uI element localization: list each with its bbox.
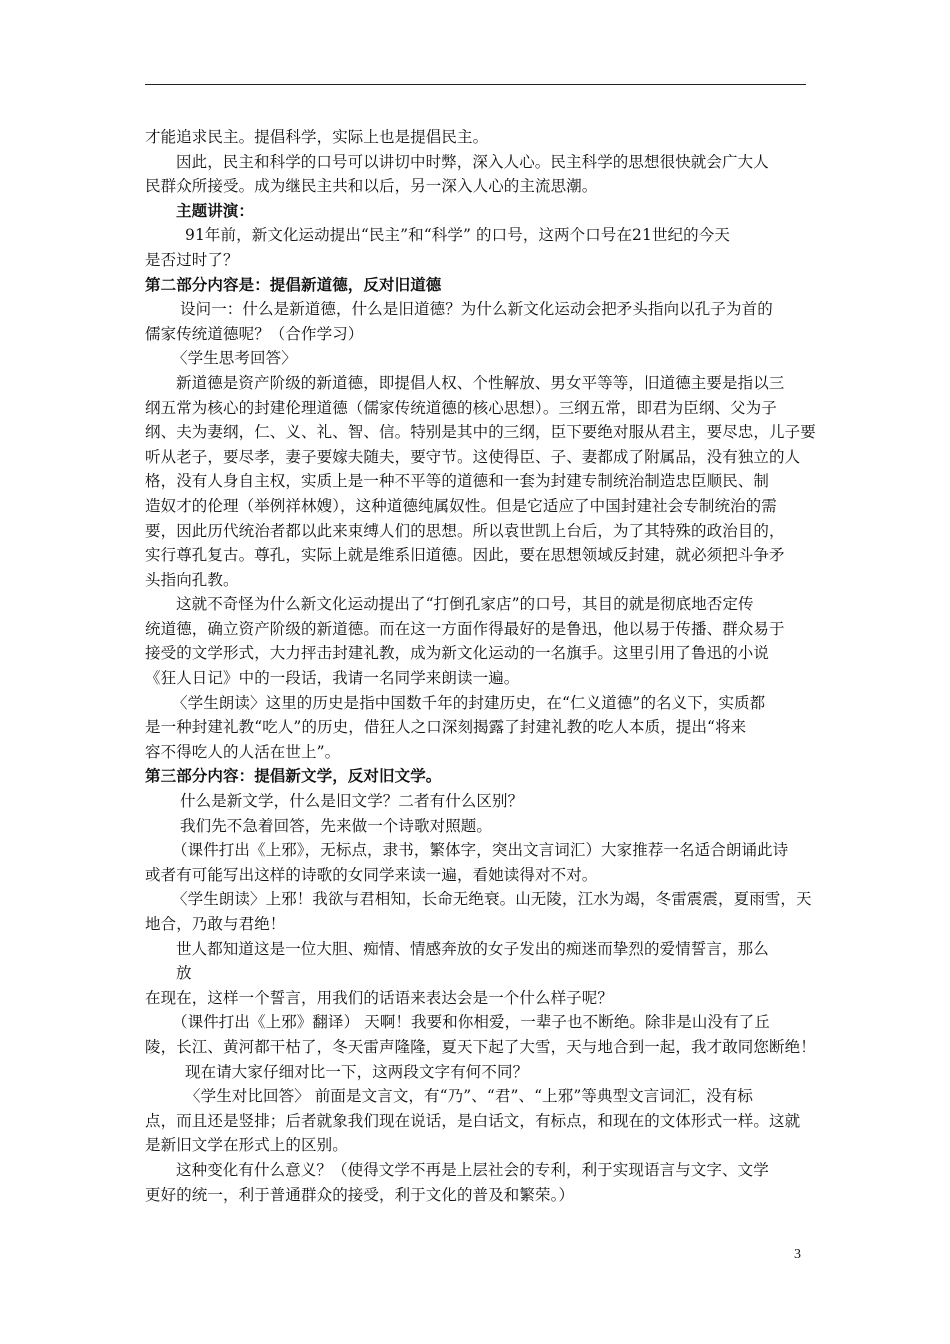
paragraph-line: 才能追求民主。提倡科学，实际上也是提倡民主。: [145, 128, 489, 146]
paragraph-line: 什么是新文学，什么是旧文学？二者有什么区别？: [180, 792, 524, 811]
paragraph-line: 〈学生对比回答〉 前面是文言文，有“乃”、“君”、“上邪”等典型文言词汇，没有标: [185, 1087, 753, 1106]
paragraph-line: 民群众所接受。成为继民主共和以后，另一深入人心的主流思潮。: [145, 177, 598, 196]
paragraph-line: 地合，乃敢与君绝！: [145, 915, 286, 933]
paragraph-line: 要，因此历代统治者都以此来束缚人们的思想。所以袁世凯上台后，为了其特殊的政治目的，: [145, 521, 785, 540]
paragraph-line: 点，而且还是竖排；后者就象我们现在说话，是白话文，有标点，和现在的文体形式一样。这就: [145, 1111, 801, 1130]
paragraph-line: 〈学生朗读〉上邪！我欲与君相知，长命无绝衰。山无陵，江水为竭，冬雷震震，夏雨雪，天: [172, 890, 812, 909]
paragraph-line: 纲五常为核心的封建伦理道德（儒家传统道德的核心思想）。三纲五常，即君为臣纲、父为子: [145, 398, 777, 417]
document-body: [145, 125, 816, 1207]
paragraph-line: 头指向孔教。: [145, 570, 239, 589]
paragraph-line: 纲、夫为妻纲，仁、义、礼、智、信。特别是其中的三纲，臣下要绝对服从君主，要尽忠，儿子要: [145, 423, 816, 442]
paragraph-line: 91年前，新文化运动提出“民主”和“科学” 的口号，这两个口号在21世纪的今天: [185, 226, 730, 245]
paragraph-line: 更好的统一，利于普通群众的接受，利于文化的普及和繁荣。）: [145, 1185, 575, 1204]
paragraph-line: 接受的文学形式，大力抨击封建礼教，成为新文化运动的一名旗手。这里引用了鲁迅的小说: [145, 644, 770, 663]
paragraph-line: 儒家传统道德呢？（合作学习）: [145, 324, 364, 343]
paragraph-line: 〈学生朗读〉这里的历史是指中国数千年的封建历史，在“仁义道德”的名义下，实质都: [172, 693, 766, 712]
paragraph-line: 格，没有人身自主权，实质上是一种不平等的道德和一套为封建专制统治制造忠臣顺民、制: [145, 472, 770, 491]
paragraph-line: 新道德是资产阶级的新道德，即提倡人权、个性解放、男女平等等，旧道德主要是指以三: [176, 373, 785, 392]
paragraph-line: 我们先不急着回答，先来做一个诗歌对照题。: [180, 816, 493, 835]
paragraph-line: 设问一：什么是新道德，什么是旧道德？为什么新文化运动会把矛头指向以孔子为首的: [180, 300, 773, 319]
paragraph-line: 现在请大家仔细对比一下，这两段文字有何不同？: [185, 1062, 529, 1081]
paragraph-line: 是新旧文学在形式上的区别。: [145, 1136, 348, 1155]
paragraph-line: 因此，民主和科学的口号可以讲切中时弊，深入人心。民主科学的思想很快就会广大人: [176, 152, 769, 171]
paragraph-line: 世人都知道这是一位大胆、痴情、情感奔放的女子发出的痴迷而挚烈的爱情誓言，那么: [176, 939, 769, 958]
paragraph-line: 容不得吃人的人活在世上”。: [145, 742, 341, 761]
paragraph-line: 在现在，这样一个誓言，用我们的话语来表达会是一个什么样子呢？: [145, 988, 614, 1007]
section-heading-part-three: 第三部分内容：提倡新文学，反对旧文学。: [145, 766, 442, 786]
paragraph-line: 这种变化有什么意义？（使得文学不再是上层社会的专利，利于实现语言与文字、文学: [176, 1160, 769, 1179]
paragraph-line: （课件打出《上邪》，无标点，隶书，繁体字，突出文言词汇）大家推荐一名适合朗诵此诗: [172, 841, 789, 860]
paragraph-line: 这就不奇怪为什么新文化运动提出了“打倒孔家店”的口号，其目的就是彻底地否定传: [176, 595, 754, 614]
paragraph-line: 实行尊孔复古。尊孔，实际上就是维系旧道德。因此，要在思想领域反封建，就必须把斗争矛: [145, 546, 785, 565]
section-heading-part-two: 第二部分内容是：提倡新道德，反对旧道德: [145, 274, 442, 294]
paragraph-line: 是一种封建礼教“吃人”的历史，借狂人之口深刻揭露了封建礼教的吃人本质，提出“将来: [145, 718, 747, 737]
paragraph-line: 听从老子，要尽孝，妻子要嫁夫随夫，要守节。这使得臣、子、妻都成了附属品，没有独立的人: [145, 447, 801, 466]
paragraph-line: （课件打出《上邪》翻译） 天啊！我要和你相爱，一辈子也不断绝。除非是山没有了丘: [172, 1013, 770, 1032]
paragraph-line: 陵，长江、黄河都干枯了，冬天雷声隆隆，夏天下起了大雪，天与地合到一起，我才敢同您断绝！: [145, 1037, 816, 1056]
paragraph-line: 放: [176, 964, 192, 983]
paragraph-line: 〈学生思考回答〉: [172, 349, 297, 368]
paragraph-line: 统道德，确立资产阶级的新道德。而在这一方面作得最好的是鲁迅，他以易于传播、群众易于: [145, 619, 785, 638]
paragraph-line: 是否过时了？: [145, 250, 239, 269]
page-number: 3: [794, 1247, 801, 1262]
header-rule: [145, 84, 806, 85]
paragraph-line: 或者有可能写出这样的诗歌的女同学来读一遍，看她读得对不对。: [145, 865, 598, 884]
paragraph-line: 造奴才的伦理（举例祥林嫂），这种道德纯属奴性。但是它适应了中国封建社会专制统治的需: [145, 496, 777, 515]
section-heading-speech: 主题讲演：: [176, 200, 255, 220]
paragraph-line: 《狂人日记》中的一段话，我请一名同学来朗读一遍。: [145, 669, 520, 688]
